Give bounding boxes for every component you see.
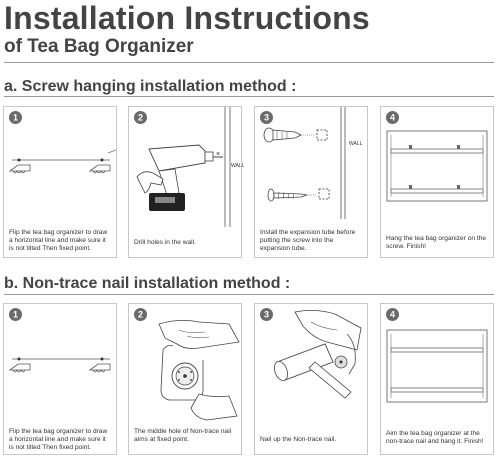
step-card-b3 [254,303,368,455]
wall-label: WALL [231,163,245,169]
section-a-title: a. Screw hanging installation method : [4,78,297,95]
section-b-divider [4,294,494,295]
step-number-badge [386,111,399,124]
step-card-a3 [254,106,368,258]
section-b-title: b. Non-trace nail installation method : [4,275,291,292]
step-card-b1 [3,303,117,455]
step-number-badge [134,308,147,321]
header-divider [4,62,494,63]
step-number-badge [386,308,399,321]
step-caption: Nail up the Non-trace nail. [260,436,337,443]
svg-text:1: 1 [12,112,19,123]
page-title: Installation Instructions [4,0,370,36]
svg-text:2: 2 [137,309,144,320]
step-caption: Flip the tea bag organizer to draw a horizontal line and make sure it is not tilted Then fixed point. [9,229,108,252]
step-caption: Hang the tea bag organizer on the screw. Finish! [386,235,487,250]
step-number-badge [9,111,22,124]
step-card-a4 [380,106,494,258]
svg-text:3: 3 [263,309,270,320]
svg-text:4: 4 [389,112,396,123]
svg-text:2: 2 [137,112,144,123]
step-card-b4 [380,303,494,455]
step-caption: Flip the tea bag organizer to draw a horizontal line and make sure it is not tilted Then fixed point. [9,428,108,451]
step-caption: Install the expansion tube before putting the screw into the expansion tube. [260,229,356,252]
step-card-a2 [128,106,245,258]
nail-alignment-illustration [129,304,241,424]
step-caption: Aim the tea bag organizer at the non-trace nail and hang it. Finish! [386,430,484,445]
step-caption: The middle hole of Non-trace nail aims at fixed point. [134,428,232,443]
svg-text:1: 1 [12,309,19,320]
step-number-badge [134,111,147,124]
step-number-badge [9,308,22,321]
page-subtitle: of Tea Bag Organizer [4,36,194,57]
section-a-divider [4,96,494,97]
step-number-badge [260,308,273,321]
svg-text:×: × [216,151,221,158]
svg-text:3: 3 [263,112,270,123]
step-card-a1 [3,106,117,258]
wall-label: WALL [349,141,363,147]
drill-illustration [129,107,241,227]
step-caption: Drill holes in the wall. [134,239,196,246]
step-number-badge [260,111,273,124]
hammer-nail-illustration [255,304,367,424]
svg-text:4: 4 [389,309,396,320]
step-card-b2 [128,303,242,455]
